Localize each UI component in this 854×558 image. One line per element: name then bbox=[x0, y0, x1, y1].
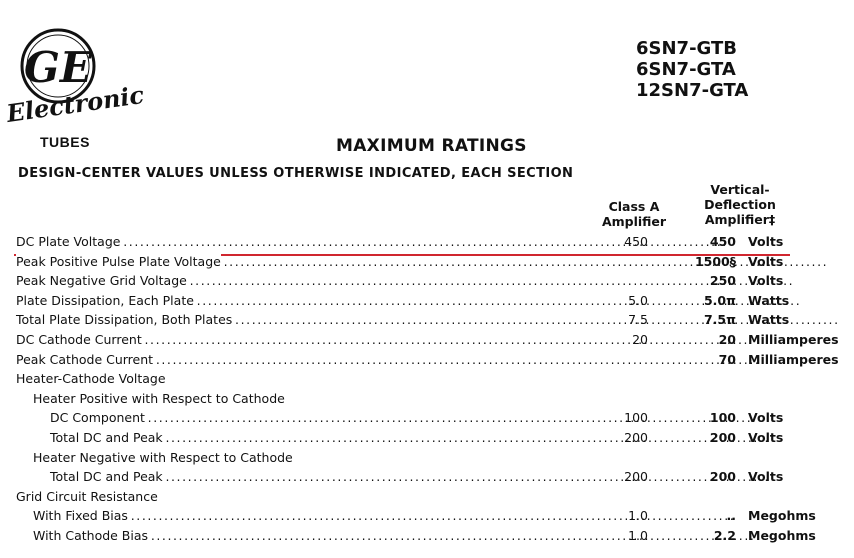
unit-label: Volts bbox=[748, 469, 784, 485]
svg-text:Electronic: Electronic bbox=[4, 79, 146, 128]
row-label bbox=[50, 467, 620, 487]
table-row bbox=[0, 467, 854, 487]
row-label bbox=[16, 310, 620, 330]
row-label bbox=[33, 526, 620, 546]
unit-label: Watts bbox=[748, 312, 790, 328]
table-row bbox=[0, 428, 854, 448]
row-label bbox=[16, 487, 640, 507]
class-a-value: 100 bbox=[624, 410, 648, 426]
section-subtitle: DESIGN-CENTER VALUES UNLESS OTHERWISE INDICATED, EACH SECTION bbox=[18, 166, 574, 181]
column-header-line: Vertical- bbox=[710, 182, 770, 197]
unit-label: Volts bbox=[748, 234, 784, 249]
unit-label: Watts bbox=[748, 292, 790, 308]
row-label bbox=[16, 271, 646, 291]
row-label-text: DC Cathode Current bbox=[16, 332, 142, 347]
row-label-text: Total DC and Peak bbox=[50, 469, 163, 485]
unit-label: Milliamperes bbox=[748, 351, 839, 367]
unit-label: Volts bbox=[748, 410, 784, 426]
table-row bbox=[0, 350, 854, 370]
row-label-text: DC Plate Voltage bbox=[16, 234, 121, 249]
row-label bbox=[16, 330, 628, 350]
deflection-value: 1500§ bbox=[694, 253, 736, 269]
deflection-value: 20 bbox=[718, 332, 736, 347]
table-row bbox=[0, 526, 854, 546]
row-label-text: Plate Dissipation, Each Plate bbox=[16, 292, 194, 308]
table-row bbox=[0, 271, 854, 291]
class-a-value: 200 bbox=[624, 469, 648, 485]
column-header-line: Class A bbox=[608, 199, 660, 214]
table-row bbox=[0, 408, 854, 428]
row-label bbox=[16, 369, 640, 389]
table-row bbox=[0, 232, 854, 252]
row-label bbox=[33, 506, 620, 526]
row-label bbox=[16, 252, 646, 272]
table-row bbox=[0, 448, 854, 468]
class-a-value: 200 bbox=[624, 430, 648, 445]
row-label-text: Peak Negative Grid Voltage bbox=[16, 273, 187, 289]
table-row bbox=[0, 252, 854, 272]
deflection-value: 250 bbox=[709, 273, 736, 289]
deflection-value: 200 bbox=[709, 469, 736, 485]
row-label-text: Total DC and Peak bbox=[50, 430, 163, 445]
deflection-value: 2.2 bbox=[713, 528, 736, 543]
class-a-value: 5.0 bbox=[628, 292, 648, 308]
row-label bbox=[50, 428, 620, 448]
table-row bbox=[0, 487, 854, 507]
table-row bbox=[0, 389, 854, 409]
class-a-value: 7.5 bbox=[628, 312, 648, 328]
column-header-line: Amplifier bbox=[601, 214, 667, 229]
model-name: 6SN7-GTA bbox=[636, 59, 736, 80]
deflection-value: 100 bbox=[709, 410, 736, 426]
row-label-text: Grid Circuit Resistance bbox=[16, 488, 158, 504]
row-label-text: Total Plate Dissipation, Both Plates bbox=[16, 312, 233, 328]
row-label bbox=[33, 389, 640, 409]
page-title: MAXIMUM RATINGS bbox=[336, 136, 527, 156]
column-header-class-a bbox=[594, 199, 674, 229]
class-a-value: 20 bbox=[632, 332, 648, 347]
unit-label: Megohms bbox=[748, 508, 816, 524]
row-label-text: With Cathode Bias bbox=[33, 528, 149, 543]
deflection-value: 7.5π bbox=[703, 312, 736, 328]
row-label bbox=[50, 408, 620, 428]
class-a-value: 1.0 bbox=[628, 528, 648, 543]
row-label-text: Peak Cathode Current bbox=[16, 351, 154, 367]
row-label-text: Heater Negative with Respect to Cathode bbox=[33, 449, 293, 465]
deflection-value: 5.0π bbox=[703, 292, 736, 308]
unit-label: Milliamperes bbox=[748, 332, 839, 347]
row-label bbox=[16, 232, 620, 252]
deflection-value: 450 bbox=[709, 234, 736, 249]
tubes-label: TUBES bbox=[40, 134, 90, 150]
row-label-text: Heater Positive with Respect to Cathode bbox=[33, 390, 285, 406]
row-label bbox=[16, 291, 620, 311]
model-name: 6SN7-GTB bbox=[636, 38, 738, 59]
row-label-text: DC Component bbox=[50, 410, 145, 426]
row-label-text: With Fixed Bias bbox=[33, 508, 128, 524]
table-row bbox=[0, 506, 854, 526]
unit-label: Volts bbox=[748, 253, 784, 269]
row-label bbox=[33, 448, 640, 468]
column-header-line: Amplifier‡ bbox=[704, 212, 776, 227]
unit-label: Volts bbox=[748, 273, 784, 289]
class-a-value: 450 bbox=[624, 234, 648, 249]
model-name: 12SN7-GTA bbox=[636, 80, 749, 101]
row-label-text: Peak Positive Pulse Plate Voltage bbox=[16, 253, 221, 269]
deflection-value: 70 bbox=[718, 351, 736, 367]
table-row bbox=[0, 291, 854, 311]
row-label bbox=[16, 350, 646, 370]
table-row bbox=[0, 330, 854, 350]
svg-text:GE: GE bbox=[24, 43, 92, 92]
table-row bbox=[0, 310, 854, 330]
column-header-line: Deflection bbox=[704, 197, 776, 212]
column-header-vertical-deflection bbox=[696, 182, 784, 227]
unit-label: Volts bbox=[748, 430, 784, 445]
row-label-text: Heater-Cathode Voltage bbox=[16, 371, 166, 387]
model-list bbox=[636, 38, 748, 101]
table-row bbox=[0, 369, 854, 389]
deflection-value: .. bbox=[726, 508, 736, 524]
deflection-value: 200 bbox=[709, 430, 736, 445]
class-a-value: 1.0 bbox=[628, 508, 648, 524]
unit-label: Megohms bbox=[748, 528, 816, 543]
